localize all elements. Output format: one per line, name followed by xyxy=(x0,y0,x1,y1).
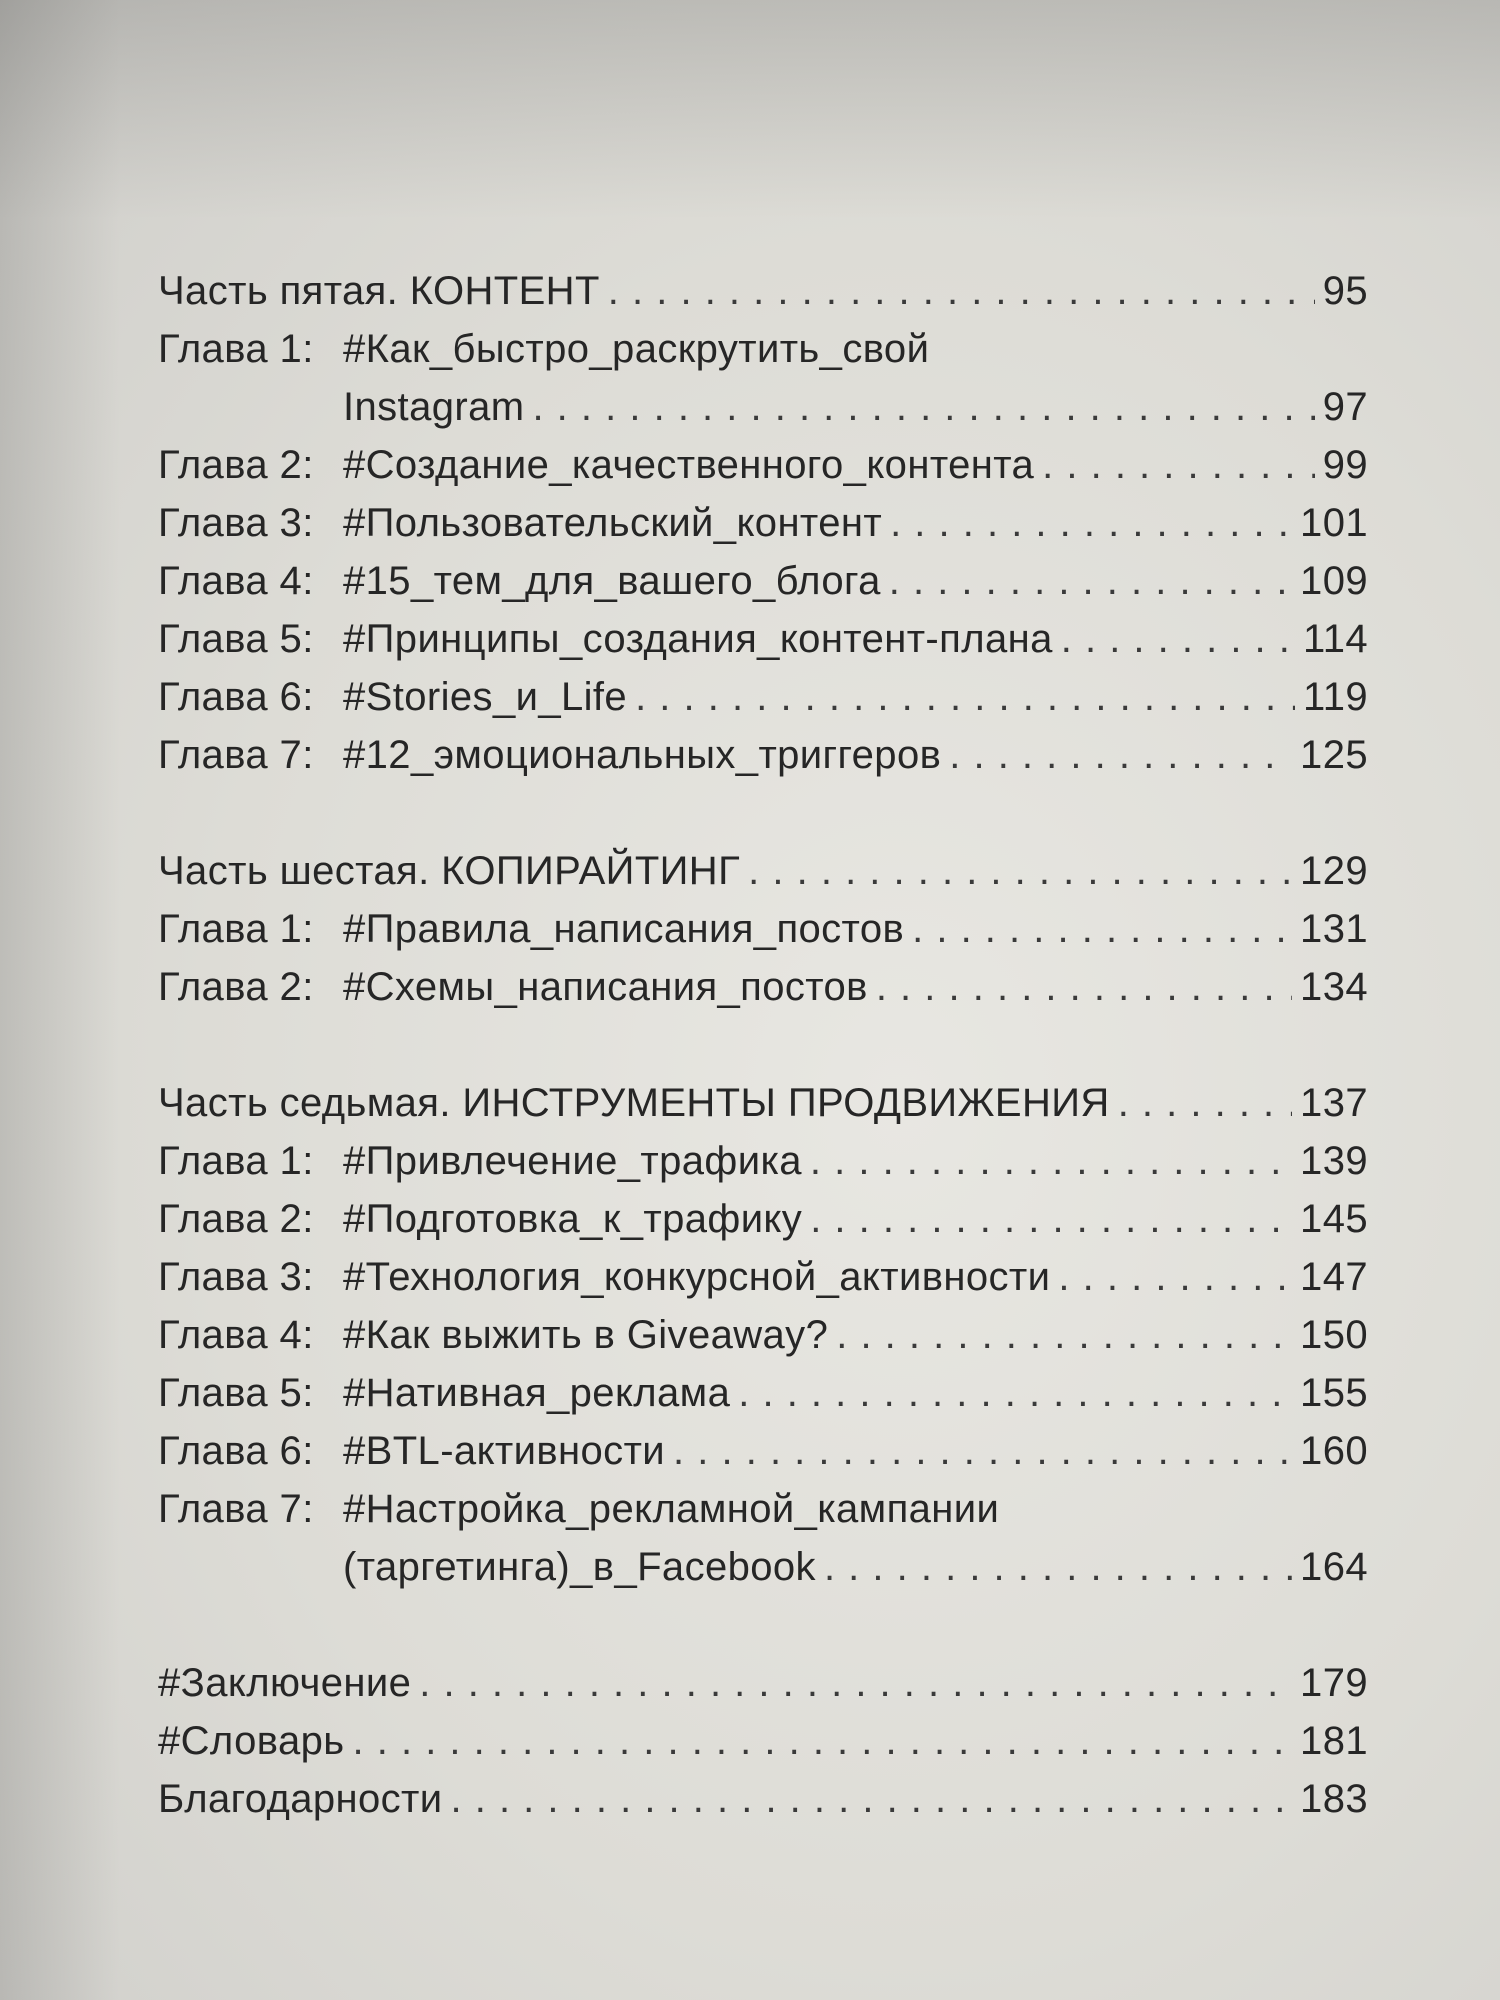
toc-chapter[interactable] xyxy=(158,668,1368,726)
page-number: 139 xyxy=(1300,1139,1368,1183)
dot-leader xyxy=(1118,1074,1292,1132)
dot-leader xyxy=(1042,436,1315,494)
page-shadow-left xyxy=(0,0,120,2000)
page-number: 181 xyxy=(1300,1719,1368,1763)
chapter-title: #Нативная_реклама xyxy=(343,1371,731,1415)
dot-leader xyxy=(890,494,1292,552)
chapter-label: Глава 3: xyxy=(158,1255,314,1299)
dot-leader xyxy=(810,1190,1292,1248)
toc-chapter-continued[interactable] xyxy=(158,378,1368,436)
toc-acknowledgements[interactable] xyxy=(158,1770,1368,1828)
page-number: 134 xyxy=(1300,965,1368,1009)
toc-chapter[interactable] xyxy=(158,1132,1368,1190)
chapter-title: #Правила_написания_постов xyxy=(343,907,905,951)
dot-leader xyxy=(889,552,1292,610)
dot-leader xyxy=(1061,610,1295,668)
chapter-title: #BTL-активности xyxy=(343,1429,666,1473)
section-gap xyxy=(158,784,1368,842)
chapter-title: #Создание_качественного_контента xyxy=(343,443,1035,487)
toc-chapter[interactable] xyxy=(158,726,1368,784)
chapter-label: Глава 7: xyxy=(158,1487,314,1531)
part-title: Часть пятая. КОНТЕНТ xyxy=(158,269,600,313)
chapter-label: Глава 3: xyxy=(158,501,314,545)
toc-chapter[interactable] xyxy=(158,1306,1368,1364)
toc-chapter-continued[interactable] xyxy=(158,1538,1368,1596)
dot-leader xyxy=(738,1364,1292,1422)
page-number: 183 xyxy=(1300,1777,1368,1821)
dot-leader xyxy=(912,900,1292,958)
page-number: 137 xyxy=(1300,1081,1368,1125)
toc-part-6[interactable] xyxy=(158,842,1368,900)
chapter-title-continued: (таргетинга)_в_Facebook xyxy=(343,1545,816,1589)
page-number: 99 xyxy=(1322,443,1368,487)
chapter-title-continued: Instagram xyxy=(343,385,525,429)
toc-chapter[interactable] xyxy=(158,1190,1368,1248)
page-number: 179 xyxy=(1300,1661,1368,1705)
chapter-label: Глава 4: xyxy=(158,559,314,603)
page-number: 164 xyxy=(1300,1545,1368,1589)
toc-chapter[interactable] xyxy=(158,958,1368,1016)
toc-chapter[interactable] xyxy=(158,900,1368,958)
dot-leader xyxy=(1058,1248,1292,1306)
page-number: 131 xyxy=(1300,907,1368,951)
chapter-title: #15_тем_для_вашего_блога xyxy=(343,559,881,603)
chapter-label: Глава 2: xyxy=(158,443,314,487)
dot-leader xyxy=(673,1422,1292,1480)
page-number: 119 xyxy=(1303,675,1368,719)
chapter-title: #Принципы_создания_контент-плана xyxy=(343,617,1053,661)
chapter-label: Глава 1: xyxy=(158,907,314,951)
page-number: 129 xyxy=(1300,849,1368,893)
chapter-title: #Схемы_написания_постов xyxy=(343,965,868,1009)
toc-chapter[interactable] xyxy=(158,610,1368,668)
chapter-title: #Привлечение_трафика xyxy=(343,1139,802,1183)
chapter-title: #Как_быстро_раскрутить_свой xyxy=(343,327,930,371)
chapter-label: Глава 6: xyxy=(158,1429,314,1473)
toc-conclusion[interactable] xyxy=(158,1654,1368,1712)
dot-leader xyxy=(949,726,1292,784)
toc-chapter[interactable] xyxy=(158,494,1368,552)
chapter-label: Глава 5: xyxy=(158,1371,314,1415)
dot-leader xyxy=(532,378,1314,436)
chapter-title: #Подготовка_к_трафику xyxy=(343,1197,803,1241)
chapter-label: Глава 2: xyxy=(158,965,314,1009)
toc-chapter[interactable] xyxy=(158,1480,1368,1538)
toc-chapter[interactable] xyxy=(158,436,1368,494)
dot-leader xyxy=(748,842,1292,900)
table-of-contents xyxy=(158,262,1368,1828)
section-gap xyxy=(158,1016,1368,1074)
dot-leader xyxy=(353,1712,1293,1770)
page-number: 101 xyxy=(1300,501,1368,545)
chapter-label: Глава 7: xyxy=(158,733,314,777)
dot-leader xyxy=(824,1538,1292,1596)
back-matter-title: #Заключение xyxy=(158,1661,412,1705)
dot-leader xyxy=(810,1132,1292,1190)
dot-leader xyxy=(419,1654,1292,1712)
page-number: 147 xyxy=(1300,1255,1368,1299)
chapter-title: #Технология_конкурсной_активности xyxy=(343,1255,1051,1299)
page-shadow-top xyxy=(0,0,1500,220)
dot-leader xyxy=(608,262,1315,320)
page-number: 95 xyxy=(1322,269,1368,313)
page-number: 155 xyxy=(1300,1371,1368,1415)
chapter-label: Глава 1: xyxy=(158,327,314,371)
page-number: 125 xyxy=(1300,733,1368,777)
chapter-title: #12_эмоциональных_триггеров xyxy=(343,733,942,777)
chapter-label: Глава 6: xyxy=(158,675,314,719)
toc-glossary[interactable] xyxy=(158,1712,1368,1770)
page-number: 150 xyxy=(1300,1313,1368,1357)
toc-chapter[interactable] xyxy=(158,1248,1368,1306)
page-number: 97 xyxy=(1322,385,1368,429)
part-title: Часть седьмая. ИНСТРУМЕНТЫ ПРОДВИЖЕНИЯ xyxy=(158,1081,1110,1125)
dot-leader xyxy=(635,668,1295,726)
back-matter-title: Благодарности xyxy=(158,1777,443,1821)
part-title: Часть шестая. КОПИРАЙТИНГ xyxy=(158,849,741,893)
chapter-title: #Настройка_рекламной_кампании xyxy=(343,1487,1000,1531)
toc-chapter[interactable] xyxy=(158,320,1368,378)
chapter-title: #Как выжить в Giveaway? xyxy=(343,1313,829,1357)
section-gap xyxy=(158,1596,1368,1654)
toc-chapter[interactable] xyxy=(158,1364,1368,1422)
dot-leader xyxy=(876,958,1292,1016)
toc-part-5[interactable] xyxy=(158,262,1368,320)
page-number: 145 xyxy=(1300,1197,1368,1241)
chapter-title: #Пользовательский_контент xyxy=(343,501,883,545)
chapter-label: Глава 4: xyxy=(158,1313,314,1357)
page-number: 109 xyxy=(1300,559,1368,603)
dot-leader xyxy=(836,1306,1292,1364)
toc-chapter[interactable] xyxy=(158,1422,1368,1480)
toc-chapter[interactable] xyxy=(158,552,1368,610)
chapter-label: Глава 1: xyxy=(158,1139,314,1183)
chapter-title: #Stories_и_Life xyxy=(343,675,628,719)
page-number: 160 xyxy=(1300,1429,1368,1473)
dot-leader xyxy=(451,1770,1293,1828)
toc-part-7[interactable] xyxy=(158,1074,1368,1132)
page-number: 114 xyxy=(1303,617,1368,661)
chapter-label: Глава 2: xyxy=(158,1197,314,1241)
chapter-label: Глава 5: xyxy=(158,617,314,661)
back-matter-title: #Словарь xyxy=(158,1719,345,1763)
